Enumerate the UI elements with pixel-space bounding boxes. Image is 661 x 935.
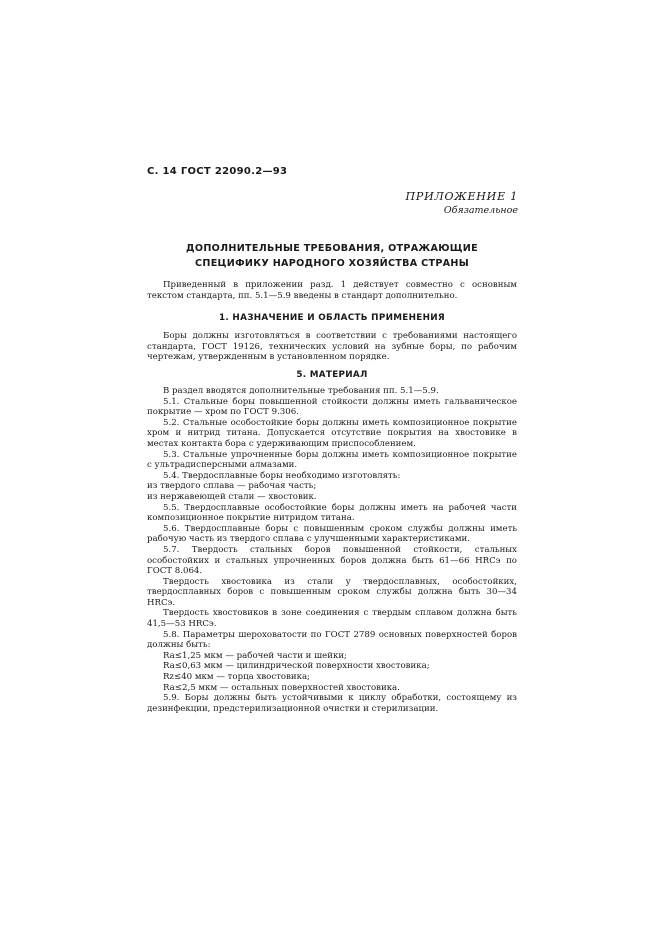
- appendix-status: Обязательное: [443, 205, 518, 216]
- intro-block: [147, 280, 517, 301]
- section-1-paragraph: Боры должны изготовляться в соответствии с требованиями настоящего стандарта, ГОСТ 19126, технических условий на зубные боры, по рабочим чертежам, утвержденным в установленном порядке.: [147, 331, 517, 363]
- paragraph-5-2: 5.2. Стальные особостойкие боры должны иметь композиционное покрытие хром и нитрид титана. Допускается отсутствие покрытия на хвостовике в местах контакта бора с удерживающим приспособлением.: [147, 417, 517, 449]
- paragraph-5-3: 5.3. Стальные упрочненные боры должны иметь композиционное покрытие с ультрадисперсными алмазами.: [147, 449, 517, 471]
- roughness-item-4: Ra≤2,5 мкм — остальных поверхностей хвостовика.: [163, 682, 400, 693]
- section-5-heading: 5. МАТЕРИАЛ: [296, 370, 368, 380]
- section-1-heading: 1. НАЗНАЧЕНИЕ И ОБЛАСТЬ ПРИМЕНЕНИЯ: [219, 313, 445, 323]
- paragraph-5-4: 5.4. Твердосплавные боры необходимо изготовлять:: [163, 470, 401, 481]
- paragraph-5-5: 5.5. Твердосплавные особостойкие боры должны иметь на рабочей части композиционное покрытие нитридом титана.: [147, 502, 517, 524]
- paragraph-5-8: 5.8. Параметры шероховатости по ГОСТ 2789 основных поверхностей боров должны быть:: [147, 629, 517, 651]
- appendix-title: ПРИЛОЖЕНИЕ 1: [405, 190, 518, 203]
- paragraph-5-0: В раздел вводятся дополнительные требования пп. 5.1—5.9.: [163, 386, 439, 396]
- paragraph-5-7b: Твердость хвостовика из стали у твердосплавных, особостойких, твердосплавных боров с повышенным сроком службы должна быть 30—34 HRCэ.: [147, 576, 517, 608]
- paragraph-5-4b: из нержавеющей стали — хвостовик.: [147, 491, 317, 502]
- paragraph-5-9: 5.9. Боры должны быть устойчивыми к циклу обработки, состоящему из дезинфекции, предстерилизационной очистки и стерилизации.: [147, 693, 517, 714]
- title-line-2: СПЕЦИФИКУ НАРОДНОГО ХОЗЯЙСТВА СТРАНЫ: [195, 258, 469, 269]
- section-5-body: [147, 386, 517, 714]
- page-header: С. 14 ГОСТ 22090.2—93: [147, 166, 288, 177]
- roughness-item-3: Rz≤40 мкм — торца хвостовика;: [163, 672, 311, 683]
- paragraph-5-7c: Твердость хвостовиков в зоне соединения с твердым сплавом должна быть 41,5—53 HRCэ.: [147, 608, 517, 630]
- appendix-label: [406, 190, 518, 216]
- title-line-1: ДОПОЛНИТЕЛЬНЫЕ ТРЕБОВАНИЯ, ОТРАЖАЮЩИЕ: [186, 243, 478, 254]
- paragraph-5-1: 5.1. Стальные боры повышенной стойкости должны иметь гальваническое покрытие — хром по ГОСТ 9.306.: [147, 396, 517, 418]
- roughness-item-2: Ra≤0,63 мкм — цилиндрической поверхности хвостовика;: [163, 661, 430, 672]
- paragraph-5-6: 5.6. Твердосплавные боры с повышенным сроком службы должны иметь рабочую часть из твердого сплава с улучшенными характеристиками.: [147, 523, 517, 545]
- paragraph-5-7: 5.7. Твердость стальных боров повышенной стойкости, стальных особостойких и стальных упрочненных боров должна быть 61—66 HRCэ по ГОСТ 8.064.: [147, 544, 517, 577]
- document-title: [147, 241, 517, 271]
- section-1-body: [147, 331, 517, 363]
- roughness-item-1: Ra≤1,25 мкм — рабочей части и шейки;: [163, 650, 347, 661]
- paragraph-5-4a: из твердого сплава — рабочая часть;: [147, 481, 317, 492]
- intro-paragraph: Приведенный в приложении разд. 1 действует совместно с основным текстом стандарта, пп. 5.1—5.9 введены в стандарт дополнительно.: [147, 280, 517, 301]
